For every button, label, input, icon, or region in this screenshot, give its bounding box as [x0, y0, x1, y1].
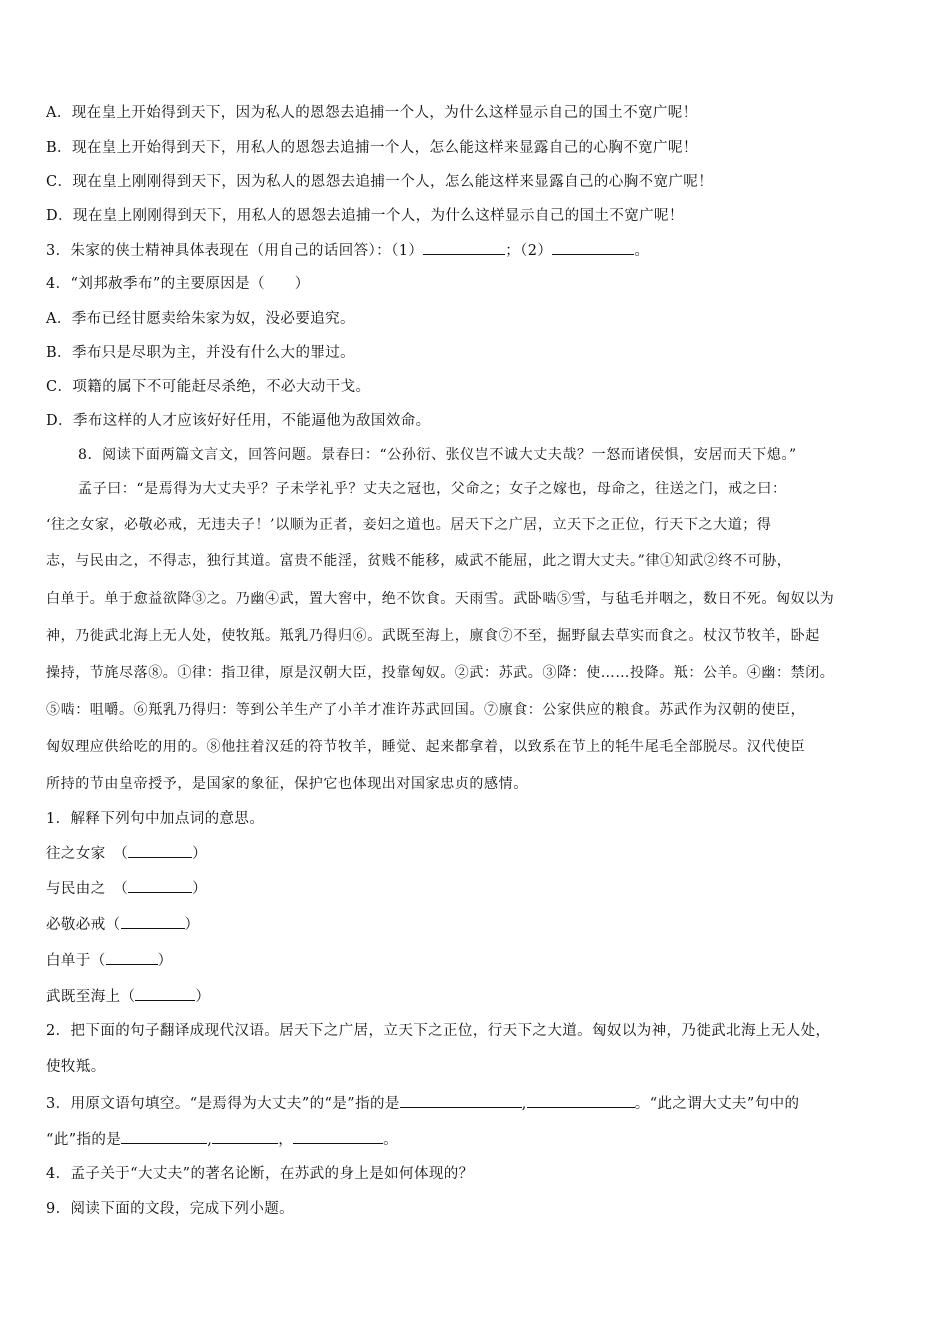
word-phrase: 白单于（: [46, 953, 106, 969]
q8-passage-line: 8．阅读下面两篇文言文，回答问题。景春曰：“公孙衍、张仪岂不诚大丈夫哉？一怒而诸侯惧，安居而天下熄。”: [78, 447, 797, 463]
q8-sub3-text: 3．用原文语句填空。“是焉得为大丈夫”的“是”指的是: [46, 1096, 400, 1112]
answer-blank[interactable]: [121, 1129, 207, 1144]
q7-sub3: [46, 240, 649, 261]
answer-blank[interactable]: [212, 1129, 278, 1144]
answer-blank[interactable]: [128, 843, 192, 858]
answer-blank[interactable]: [293, 1129, 383, 1144]
paren-close: ）: [192, 881, 208, 897]
answer-blank[interactable]: [135, 986, 195, 1001]
answer-blank[interactable]: [552, 240, 634, 255]
answer-blank[interactable]: [527, 1093, 635, 1108]
answer-blank[interactable]: [128, 878, 192, 893]
paren-close: ）: [184, 917, 200, 933]
answer-blank[interactable]: [400, 1093, 522, 1108]
q7-option-d: D．现在皇上刚刚得到天下，用私人的恩怨去追捕一个人，为什么这样显示自己的国土不宽广呢！: [46, 208, 684, 224]
q9-stem: 9．阅读下面的文段，完成下列小题。: [46, 1201, 295, 1217]
q8-passage-line: ⑤啮：咀嚼。⑥羝乳乃得归：等到公羊生产了小羊才准许苏武回国。⑦廪食：公家供应的粮食。苏武作为汉朝的使臣，: [46, 702, 806, 718]
q8-sub3-text: 。: [383, 1132, 399, 1148]
q7-sub4-stem: 4．“刘邦赦季布”的主要原因是（ ）: [46, 276, 310, 292]
answer-blank[interactable]: [121, 914, 185, 929]
q7-sub4-option-a: A．季布已经甘愿卖给朱家为奴，没必要追究。: [46, 311, 355, 327]
q8-passage-line: 所持的节由皇帝授予，是国家的象征，保护它也体现出对国家忠贞的感情。: [46, 776, 528, 792]
paren-close: ）: [192, 846, 208, 862]
q8-sub2-line2: 使牧羝。: [46, 1059, 106, 1075]
q8-sub1-stem: 1．解释下列句中加点词的意思。: [46, 811, 265, 827]
q7-sub3-text-b: ；（2）: [505, 243, 553, 259]
q8-sub3-line1: [46, 1093, 799, 1114]
q8-passage-line: 神，乃徙武北海上无人处，使牧羝。羝乳乃得归⑥。武既至海上，廪食⑦不至，掘野鼠去草实而食之。杖汉节牧羊，卧起: [46, 628, 820, 644]
q8-passage-line: 志，与民由之，不得志，独行其道。富贵不能淫，贫贱不能移，威武不能屈，此之谓大丈夫。”律①知武②终不可胁，: [46, 553, 792, 569]
q8-sub3-text: ，: [278, 1132, 294, 1148]
answer-blank[interactable]: [106, 950, 158, 965]
paren-close: ）: [195, 989, 211, 1005]
q7-option-c: C．现在皇上刚刚得到天下，因为私人的恩怨去追捕一个人，怎么能这样来显露自己的心胸不宽广呢！: [46, 174, 714, 190]
q8-sub3-line2: [46, 1129, 398, 1150]
q7-option-b: B．现在皇上开始得到天下，用私人的恩怨去追捕一个人，怎么能这样来显露自己的心胸不宽广呢！: [46, 140, 698, 156]
q8-passage-line: 孟子曰：“是焉得为大丈夫乎？子未学礼乎？丈夫之冠也，父命之；女子之嫁也，母命之，往送之门，戒之曰：: [78, 481, 787, 497]
q7-sub3-text-c: 。: [634, 243, 650, 259]
q8-sub3-text: ,: [521, 1096, 527, 1112]
q8-sub3-text: “此”指的是: [46, 1132, 122, 1148]
q8-word-item: [46, 986, 210, 1007]
word-phrase: 与民由之 （: [46, 881, 129, 897]
q8-word-item: [46, 950, 173, 971]
q7-sub4-option-d: D．季布这样的人才应该好好任用，不能逼他为敌国效命。: [46, 413, 431, 429]
q8-passage-line: 白单于。单于愈益欲降③之。乃幽④武，置大窖中，绝不饮食。天雨雪。武卧啮⑤雪，与毡毛并咽之，数日不死。匈奴以为: [46, 591, 835, 607]
q8-sub3-text: 。“此之谓大丈夫”句中的: [634, 1096, 800, 1112]
q8-word-item: [46, 878, 207, 899]
word-phrase: 武既至海上（: [46, 989, 136, 1005]
word-phrase: 必敬必戒（: [46, 917, 121, 933]
paren-close: ）: [157, 953, 173, 969]
q8-word-item: [46, 914, 199, 935]
q7-option-a: A．现在皇上开始得到天下，因为私人的恩怨去追捕一个人，为什么这样显示自己的国土不宽广呢！: [46, 105, 698, 121]
word-phrase: 往之女家 （: [46, 846, 129, 862]
q8-word-item: [46, 843, 207, 864]
q8-sub2-line1: 2．把下面的句子翻译成现代汉语。居天下之广居，立天下之正位，行天下之大道。匈奴以为神，乃徙武北海上无人处，: [46, 1023, 831, 1039]
q8-sub4: 4．孟子关于“大丈夫”的著名论断，在苏武的身上是如何体现的？: [46, 1166, 474, 1182]
q7-sub3-text-a: 3．朱家的侠士精神具体表现在（用自己的话回答）：（1）: [46, 243, 424, 259]
q8-passage-line: ‘往之女家，必敬必戒，无违夫子！’以顺为正者，妾妇之道也。居天下之广居，立天下之正位，行天下之大道；得: [46, 517, 772, 533]
q7-sub4-option-b: B．季布只是尽职为主，并没有什么大的罪过。: [46, 345, 356, 361]
q7-sub4-option-c: C．项籍的属下不可能赶尽杀绝，不必大动干戈。: [46, 379, 371, 395]
answer-blank[interactable]: [423, 240, 505, 255]
q8-passage-line: 操持，节旄尽落⑧。①律：指卫律，原是汉朝大臣，投靠匈奴。②武：苏武。③降：使……投降。羝：公羊。④幽：禁闭。: [46, 665, 835, 681]
q8-passage-line: 匈奴理应供给吃的用的。⑧他拄着汉廷的符节牧羊，睡觉、起来都拿着，以致系在节上的牦牛尾毛全部脱尽。汉代使臣: [46, 739, 806, 755]
q8-sub3-text: ,: [207, 1132, 213, 1148]
